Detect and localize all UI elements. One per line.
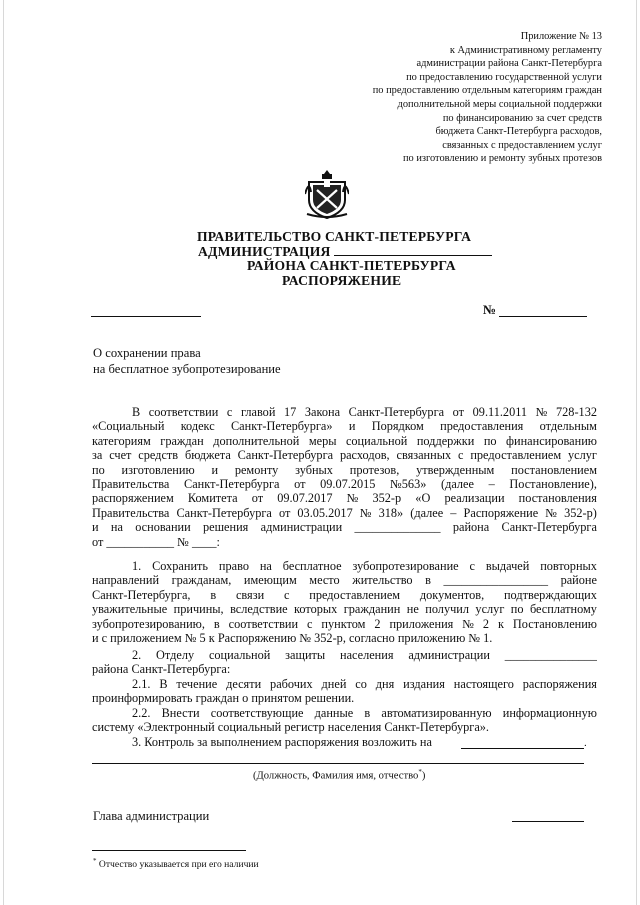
- word: вследствие: [230, 602, 288, 617]
- word: соответствии: [148, 405, 219, 419]
- word: постановления: [518, 491, 597, 506]
- word: 2: [374, 616, 381, 631]
- paragraph-line: [92, 405, 597, 419]
- word: в: [210, 587, 217, 602]
- word: пунктом: [321, 616, 366, 631]
- district-blank: [334, 243, 492, 256]
- word: 03.05.2017: [297, 505, 353, 520]
- word: получил: [425, 602, 469, 617]
- word: утвержденным: [416, 462, 495, 477]
- paragraph-line: [92, 463, 597, 477]
- word: социальной: [208, 648, 271, 662]
- word: изготовлению: [121, 462, 195, 477]
- word: Санкт-Петербурга: [501, 520, 597, 535]
- word: решения: [202, 520, 249, 535]
- paragraph-last-line: [92, 631, 597, 645]
- header-line: по предоставлению государственной услуги: [406, 71, 602, 83]
- word: Внести: [161, 706, 200, 720]
- word: №: [535, 405, 548, 419]
- word: протезов,: [349, 462, 400, 477]
- word: бесплатному: [529, 602, 597, 617]
- word: предоставлением: [309, 587, 401, 602]
- word: ремонту: [234, 462, 279, 477]
- word: поддержки: [416, 433, 475, 448]
- word: постановлением: [511, 462, 597, 477]
- date-blank: [91, 316, 201, 317]
- word: администрации: [260, 520, 343, 535]
- word: в: [364, 706, 371, 720]
- word: (далее: [410, 505, 444, 520]
- word: _______________: [504, 648, 597, 662]
- word: кодекс: [180, 419, 215, 434]
- word: «О: [415, 491, 431, 506]
- footnote-mark: *: [93, 857, 97, 865]
- header-line: связанных с предоставлением услуг: [442, 139, 602, 151]
- paragraph-line: [92, 448, 597, 462]
- word: Постановление),: [509, 477, 597, 492]
- word: не: [406, 602, 419, 617]
- p1-last-text: и с приложением № 5 к Распоряжению № 352-р, согласно приложению № 1.: [92, 631, 493, 646]
- word: гражданин: [343, 602, 401, 617]
- word: зубных: [295, 462, 333, 477]
- word: жительство: [352, 573, 413, 588]
- caption-close-paren: ): [421, 770, 426, 782]
- header-line: по изготовлению и ремонту зубных протезов: [402, 153, 602, 165]
- word: зубопротезированию,: [92, 616, 205, 631]
- word: имеющим: [243, 573, 297, 588]
- word: место: [309, 573, 340, 588]
- word: десяти: [226, 677, 262, 691]
- word: от: [294, 477, 306, 492]
- word: –: [450, 505, 457, 520]
- coat-of-arms-icon: [305, 168, 349, 220]
- word: Правительства: [92, 477, 170, 492]
- intro-last-text: от ___________ № ____:: [92, 534, 220, 549]
- word: _________________: [443, 573, 549, 588]
- word: Санкт-Петербурга: [237, 448, 334, 463]
- word: Санкт-Петербурга»: [230, 419, 333, 434]
- word: с: [469, 559, 475, 573]
- word: рабочих: [270, 677, 313, 691]
- paragraph-line: [92, 677, 597, 691]
- word: и: [348, 419, 356, 434]
- footnote: [93, 857, 259, 870]
- document-type-title: РАСПОРЯЖЕНИЕ: [282, 273, 402, 288]
- word: Отделу: [156, 648, 195, 662]
- word: связи: [235, 587, 265, 602]
- word: населения: [339, 648, 394, 662]
- word: района: [452, 520, 490, 535]
- word: 09.07.2017: [277, 491, 333, 506]
- word: главой: [240, 405, 276, 419]
- position-caption-text: (Должность, Фамилия имя, отчество: [253, 770, 419, 782]
- scan-right-edge: [636, 0, 637, 905]
- word: в: [425, 573, 431, 588]
- word: зубопротезирование: [352, 559, 459, 573]
- paragraph-line: [92, 602, 597, 616]
- word: 09.07.2015: [320, 477, 376, 492]
- word: расходов,: [339, 448, 390, 463]
- signature-blank: [512, 821, 584, 822]
- word: повторных: [540, 559, 597, 573]
- paragraph-1: [92, 559, 597, 645]
- word: распоряжением: [92, 491, 174, 506]
- word: (далее: [441, 477, 474, 492]
- word: №: [462, 616, 474, 631]
- word: течение: [176, 677, 218, 691]
- word: Закона: [304, 405, 341, 419]
- word: Комитета: [187, 491, 238, 506]
- word: В: [132, 405, 141, 419]
- word: с: [458, 448, 464, 463]
- word: категориям: [92, 433, 151, 448]
- word: 2.1.: [132, 677, 151, 691]
- word: услуг: [475, 602, 505, 617]
- word: Постановлению: [512, 616, 597, 631]
- word: бюджета: [184, 448, 231, 463]
- word: от: [251, 491, 264, 506]
- paragraph-last-line: [92, 662, 597, 676]
- p21-last-text: проинформировать граждан о принятом решении.: [92, 691, 355, 706]
- word: соответствующие: [210, 706, 304, 720]
- paragraph-2: [92, 648, 597, 677]
- paragraph-last-line: [92, 720, 597, 734]
- word: связанных: [396, 448, 452, 463]
- word: Распоряжение: [463, 505, 539, 520]
- word: автоматизированную: [381, 706, 492, 720]
- word: №563»: [390, 477, 427, 492]
- word: которых: [294, 602, 338, 617]
- header-line: администрации района Санкт-Петербурга: [416, 58, 602, 70]
- word: граждан: [160, 433, 204, 448]
- word: 2.2.: [132, 706, 151, 720]
- word: в: [213, 616, 220, 631]
- word: по: [483, 433, 497, 448]
- word: №: [545, 505, 558, 520]
- word: 2.: [132, 648, 142, 662]
- footnote-text: Отчество указывается при его наличии: [98, 859, 259, 871]
- government-title: ПРАВИТЕЛЬСТВО САНКТ-ПЕТЕРБУРГА: [197, 229, 472, 244]
- word: предоставления: [440, 419, 524, 434]
- word: Санкт-Петербурга: [176, 505, 272, 520]
- paragraph-line: [92, 588, 597, 602]
- p3-text: 3. Контроль за выполнением распоряжения возложить на: [132, 735, 432, 749]
- paragraph-line: [92, 573, 597, 587]
- district-title: РАЙОНА САНКТ-ПЕТЕРБУРГА: [247, 258, 456, 273]
- word: за: [92, 448, 103, 463]
- header-line: бюджета Санкт-Петербурга расходов,: [435, 126, 602, 138]
- number-blank: [499, 316, 587, 317]
- subject-line: О сохранении права: [93, 346, 201, 360]
- word: 352-р): [564, 505, 597, 520]
- footnote-mark: *: [418, 768, 422, 776]
- word: меры: [308, 433, 337, 448]
- word: предоставлением: [470, 448, 562, 463]
- paragraph-line: [92, 477, 597, 491]
- word: дня: [375, 677, 395, 691]
- word: №: [346, 491, 359, 506]
- word: распоряжения: [522, 677, 597, 691]
- word: и: [92, 520, 99, 535]
- position-caption: [253, 768, 425, 782]
- word: на: [110, 520, 123, 535]
- word: районе: [560, 573, 597, 588]
- word: социальной: [345, 433, 408, 448]
- word: документов,: [419, 587, 485, 602]
- number-label: №: [483, 302, 497, 317]
- word: «Социальный: [92, 419, 165, 434]
- subject: [93, 345, 281, 377]
- word: основании: [135, 520, 191, 535]
- paragraph-2-2: [92, 706, 597, 735]
- word: 352-р: [372, 491, 402, 506]
- subject-line: на бесплатное зубопротезирование: [93, 362, 281, 376]
- signature-label: Глава администрации: [93, 809, 210, 823]
- word: от: [278, 505, 291, 520]
- word: 1.: [132, 559, 142, 573]
- word: финансированию: [506, 433, 597, 448]
- paragraph-last-line: [92, 535, 597, 549]
- word: средств: [138, 448, 179, 463]
- word: 2: [482, 616, 490, 631]
- word: с: [283, 587, 290, 602]
- header-line: к Административному регламенту: [449, 44, 602, 56]
- word: гражданам,: [171, 573, 232, 588]
- footnote-divider: [92, 850, 246, 851]
- paragraph-line: [92, 506, 597, 520]
- word: бесплатное: [282, 559, 342, 573]
- word: с: [307, 616, 313, 631]
- period-mark: .: [584, 737, 587, 749]
- intro-paragraph: [92, 405, 597, 549]
- word: дополнительной: [213, 433, 300, 448]
- scan-left-edge: [3, 0, 4, 905]
- word: право: [218, 559, 249, 573]
- word: с: [226, 405, 233, 419]
- p22-last-text: систему «Электронный социальный регистр населения Санкт-Петербурга».: [92, 720, 489, 735]
- word: подтверждающих: [503, 587, 597, 602]
- word: дней: [321, 677, 347, 691]
- word: администрации: [408, 648, 490, 662]
- paragraph-line: [92, 706, 597, 720]
- word: со: [355, 677, 367, 691]
- word: –: [488, 477, 495, 492]
- word: 17: [284, 405, 297, 419]
- word: отдельным: [539, 419, 597, 434]
- word: защиты: [285, 648, 326, 662]
- paragraph-2-1: [92, 677, 597, 706]
- word: по: [92, 462, 105, 477]
- word: к: [498, 616, 504, 631]
- word: ______________: [354, 520, 441, 535]
- administration-label: АДМИНИСТРАЦИЯ: [198, 244, 331, 259]
- paragraph-line: [92, 648, 597, 662]
- word: соответствии: [228, 616, 299, 631]
- appendix-header: [272, 30, 602, 166]
- word: по: [510, 602, 524, 617]
- word: Санкт-Петербурга: [184, 477, 280, 492]
- word: В: [159, 677, 168, 691]
- word: причины,: [173, 602, 224, 617]
- header-line: по предоставлению отдельным категориям граждан: [372, 85, 602, 97]
- word: данные: [314, 706, 354, 720]
- word: Правительства: [92, 505, 170, 520]
- header-line: по финансированию за счет средств: [442, 112, 602, 124]
- word: настоящего: [453, 677, 514, 691]
- paragraph-line: [92, 520, 597, 534]
- paragraph-line: [92, 617, 597, 631]
- paragraph-line: [92, 491, 597, 505]
- word: издания: [403, 677, 445, 691]
- responsible-blank: [461, 748, 584, 749]
- word: на: [259, 559, 272, 573]
- header-line: Приложение № 13: [520, 31, 602, 42]
- word: 09.11.2011: [472, 405, 528, 419]
- word: Порядком: [371, 419, 424, 434]
- word: от: [452, 405, 465, 419]
- word: информационную: [502, 706, 597, 720]
- paragraph-line: [92, 434, 597, 448]
- word: услуг: [568, 448, 597, 463]
- paragraph-last-line: [92, 691, 597, 705]
- word: выдачей: [485, 559, 530, 573]
- word: счет: [109, 448, 132, 463]
- word: №: [359, 505, 372, 520]
- word: направлений: [92, 573, 160, 588]
- word: 728-132: [556, 405, 597, 419]
- p2-last-text: района Санкт-Петербурга:: [92, 662, 231, 677]
- word: приложения: [389, 616, 454, 631]
- paragraph-line: [92, 559, 597, 573]
- word: Санкт-Петербурга,: [92, 587, 191, 602]
- word: 318»: [378, 505, 404, 520]
- word: Санкт-Петербурга: [348, 405, 445, 419]
- position-blank: [92, 763, 584, 764]
- paragraph-line: [92, 419, 597, 433]
- word: уважительные: [92, 602, 168, 617]
- header-line: дополнительной меры социальной поддержки: [397, 98, 602, 110]
- word: реализации: [444, 491, 505, 506]
- word: Сохранить: [152, 559, 209, 573]
- word: и: [211, 462, 219, 477]
